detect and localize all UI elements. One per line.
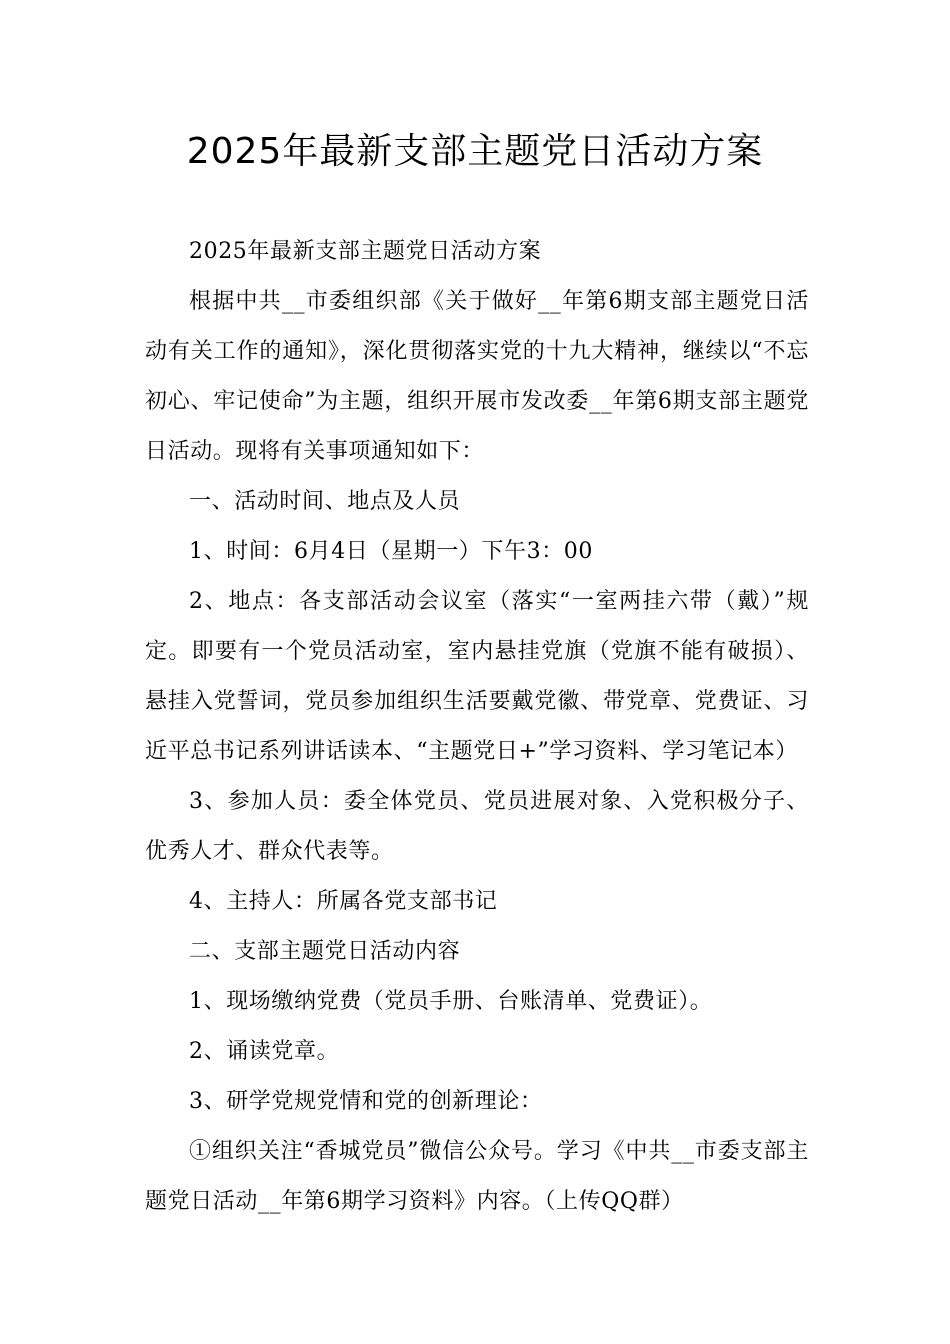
item-location: 2、地点：各支部活动会议室（落实“一室两挂六带（戴）”规定。即要有一个党员活动室，室内悬挂党旗（党旗不能有破损）、悬挂入党誓词，党员参加组织生活要戴党徽、带党章、党费证、习近平总书记系列讲话读本、“主题党日+”学习资料、学习笔记本） (145, 589, 809, 764)
item-pay-dues: 1、现场缴纳党费（党员手册、台账清单、党费证）。 (189, 989, 713, 1014)
paragraph-intro: 根据中共__市委组织部《关于做好__年第6期支部主题党日活动有关工作的通知》，深化贯彻落实党的十九大精神，继续以“不忘初心、牢记使命”为主题，组织开展市发改委__年第6期支部主题党日活动。现将有关事项通知如下： (145, 289, 809, 464)
item-participants: 3、参加人员：委全体党员、党员进展对象、入党积极分子、优秀人才、群众代表等。 (145, 789, 809, 864)
section-heading-2: 二、支部主题党日活动内容 (189, 939, 461, 964)
section-heading-1: 一、活动时间、地点及人员 (189, 489, 461, 514)
item-time: 1、时间：6月4日（星期一）下午3：00 (189, 539, 593, 564)
item-host: 4、主持人：所属各党支部书记 (189, 889, 498, 914)
item-read-charter: 2、诵读党章。 (189, 1039, 340, 1064)
document-body (145, 227, 809, 1227)
item-study-sub-1: ①组织关注“香城党员”微信公众号。学习《中共__市委支部主题党日活动__年第6期学习资料》内容。（上传QQ群） (145, 1139, 809, 1214)
document-title: 2025年最新支部主题党日活动方案 (186, 131, 764, 172)
item-study: 3、研学党规党情和党的创新理论： (189, 1089, 543, 1114)
paragraph-subtitle: 2025年最新支部主题党日活动方案 (189, 239, 542, 264)
